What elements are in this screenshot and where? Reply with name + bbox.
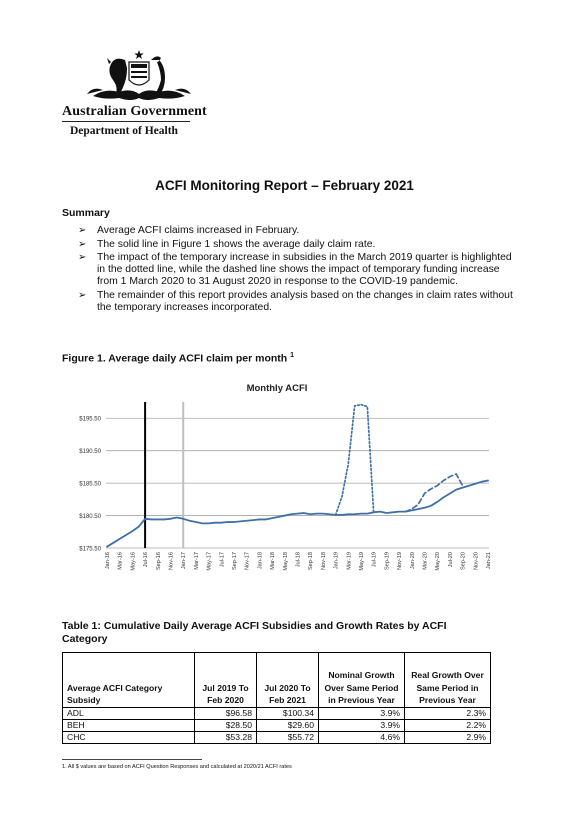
y-tick-label: $180.50 (79, 514, 101, 521)
table-cell: BEH (63, 720, 195, 732)
table-cell: ADL (63, 708, 195, 720)
x-tick-label: May-17 (206, 552, 213, 571)
summary-list (78, 225, 518, 316)
table-cell: 4.6% (319, 732, 405, 744)
x-tick-label: Mar-17 (193, 552, 200, 570)
x-tick-label: Sep-20 (460, 552, 467, 571)
header-divider (62, 121, 190, 122)
table-cell: 2.3% (405, 708, 491, 720)
x-tick-label: Sep-19 (384, 552, 391, 571)
x-tick-label: Sep-17 (232, 552, 238, 571)
summary-heading: Summary (62, 207, 110, 219)
x-tick-label: Jan-16 (105, 552, 111, 570)
x-tick-label: May-20 (435, 552, 442, 571)
x-tick-label: Jul-16 (143, 552, 150, 568)
x-tick-label: May-16 (130, 552, 137, 571)
table-header-row (63, 653, 491, 708)
x-tick-label: Jul-20 (447, 552, 454, 568)
table-cell: $53.28 (195, 732, 257, 744)
table-caption: Table 1: Cumulative Daily Average ACFI Subsidies and Growth Rates by ACFI Category (62, 620, 447, 645)
table-cell: 2.2% (405, 720, 491, 732)
table-cell: 3.9% (319, 708, 405, 720)
column-header: Average ACFI Category Subsidy (63, 653, 195, 708)
y-tick-label: $175.50 (79, 546, 101, 553)
x-tick-label: Sep-16 (155, 552, 162, 571)
dotted-series-line (336, 405, 374, 515)
x-tick-label: Jan-21 (486, 552, 492, 570)
y-tick-label: $185.50 (79, 481, 101, 488)
acfi-subsidy-table (62, 652, 491, 744)
table-row (63, 708, 491, 720)
x-tick-label: Jul-19 (371, 552, 378, 568)
table-row (63, 720, 491, 732)
summary-bullet: ➢ The solid line in Figure 1 shows the average daily claim rate. (78, 238, 376, 250)
x-tick-label: Jan-18 (257, 552, 264, 570)
summary-bullet: ➢ The impact of the temporary increase in subsidies in the March 2019 quarter is highlighted in the dotted line, while the dashed line shows the impact of temporary funding increase from 1 March 2020 to 31 August 2020 in response to the COVID-19 pandemic. (78, 252, 512, 288)
solid-series-line (107, 481, 488, 547)
x-tick-label: Mar-16 (117, 552, 124, 570)
table-cell: CHC (63, 732, 195, 744)
dashed-series-line (405, 474, 462, 512)
column-header: Jul 2019 To Feb 2020 (195, 653, 257, 708)
x-tick-label: Mar-19 (346, 552, 353, 570)
footnote: 1. All $ values are based on ACFI Question Responses and calculated at 2020/21 ACFI rates (62, 764, 292, 770)
x-tick-label: Jul-17 (219, 552, 226, 568)
table-cell: $29.60 (257, 720, 319, 732)
department-name: Department of Health (70, 125, 178, 137)
table-row (63, 732, 491, 744)
summary-bullet: ➢ The remainder of this report provides analysis based on the changes in claim rates without the temporary increases incorporated. (78, 289, 513, 314)
column-header: Nominal Growth Over Same Period in Previous Year (319, 653, 405, 708)
table-cell: 2.9% (405, 732, 491, 744)
x-tick-label: Sep-18 (308, 552, 315, 571)
x-tick-label: Nov-17 (244, 552, 251, 571)
x-tick-label: Mar-18 (270, 552, 277, 570)
x-tick-label: Nov-16 (168, 552, 175, 571)
chart-title: Monthly ACFI (246, 383, 308, 394)
report-title: ACFI Monitoring Report – February 2021 (155, 178, 414, 193)
x-tick-label: Mar-20 (422, 552, 429, 570)
footnote-divider (62, 759, 202, 760)
x-tick-label: Jan-20 (409, 552, 416, 570)
arrow-bullet-icon: ➢ (78, 289, 87, 301)
table-cell: $55.72 (257, 732, 319, 744)
footnote-reference: 1 (290, 352, 295, 359)
x-tick-label: Jul-18 (295, 552, 302, 568)
y-tick-label: $195.50 (79, 416, 101, 423)
x-tick-label: Jan-19 (333, 552, 340, 570)
x-tick-label: Nov-18 (320, 552, 327, 571)
table-cell: $100.34 (257, 708, 319, 720)
table-cell: 3.9% (319, 720, 405, 732)
monthly-acfi-chart (62, 372, 502, 588)
summary-bullet: ➢ Average ACFI claims increased in February. (78, 225, 300, 236)
arrow-bullet-icon: ➢ (78, 225, 87, 236)
arrow-bullet-icon: ➢ (78, 238, 87, 250)
x-tick-label: Jan-17 (181, 552, 188, 570)
column-header: Jul 2020 To Feb 2021 (257, 653, 319, 708)
table-cell: $28.50 (195, 720, 257, 732)
x-tick-label: May-18 (282, 552, 289, 571)
figure-caption: Figure 1. Average daily ACFI claim per month $^1$ (62, 352, 295, 365)
y-tick-label: $190.50 (79, 449, 101, 456)
x-tick-label: Nov-20 (473, 552, 480, 571)
table-cell: $96.58 (195, 708, 257, 720)
government-title: Australian Government (62, 104, 207, 119)
x-tick-label: Nov-19 (397, 552, 404, 571)
column-header: Real Growth Over Same Period in Previous Year (405, 653, 491, 708)
arrow-bullet-icon: ➢ (78, 252, 87, 264)
coat-of-arms-logo (85, 48, 193, 104)
x-tick-label: May-19 (359, 552, 365, 571)
